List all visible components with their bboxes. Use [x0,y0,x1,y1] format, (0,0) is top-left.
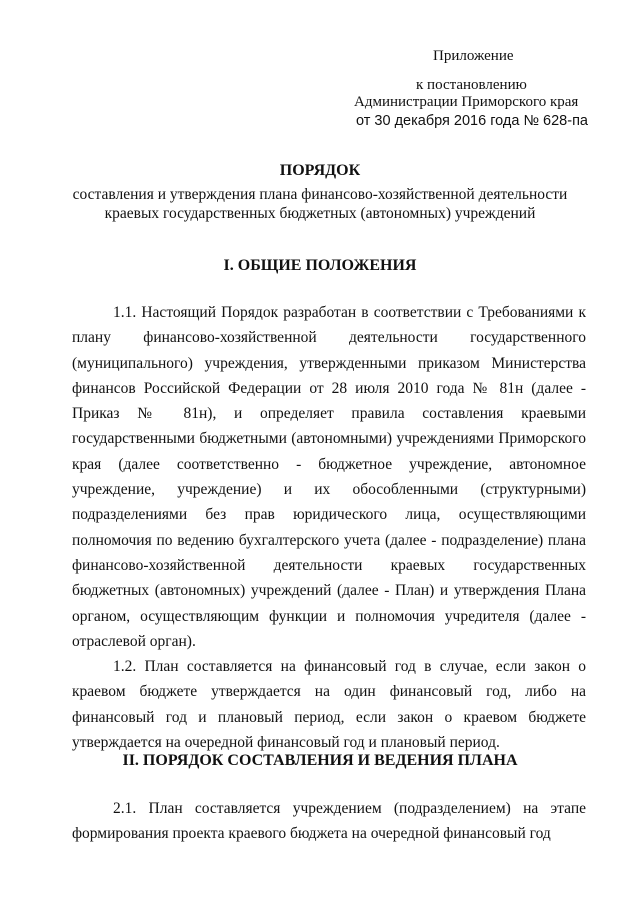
paragraph-1-1: 1.1. Настоящий Порядок разработан в соответствии с Требованиями к плану финансово-хозяйственной деятельности государственного (муниципального) учреждения, утвержденными приказом Министерства финансов Российской Федерации от 28 июля 2010 года № 81н (далее - Приказ № 81н), и определяет правила составления краевыми государственными бюджетными (автономными) учреждениями Приморского края (далее соответственно - бюджетное учреждение, автономное учреждение, учреждение) и их обособленными (структурными) подразделениями без прав юридического лица, осуществляющими полномочия по ведению бухгалтерского учета (далее - подразделение) плана финансово-хозяйственной деятельности краевых государственных бюджетных (автономных) учреждений (далее - План) и утверждения Плана органом, осуществляющим функции и полномочия учредителя (далее - отраслевой орган). [72,304,586,650]
document-title: ПОРЯДОК [279,162,361,179]
paragraph-2-1: 2.1. План составляется учреждением (подразделением) на этапе формирования проекта краевого бюджета на очередной финансовый год [72,800,586,843]
section-1-body [72,300,586,755]
document-subtitle-line2: краевых государственных бюджетных (автономных) учреждений [104,205,536,222]
document-subtitle-line1: составления и утверждения плана финансово-хозяйственной деятельности [72,186,568,203]
administration-label: Администрации Приморского края [354,94,579,110]
appendix-label: Приложение [433,48,514,64]
section-heading-2: II. ПОРЯДОК СОСТАВЛЕНИЯ И ВЕДЕНИЯ ПЛАНА [122,752,518,769]
date-number-stamp: от 30 декабря 2016 года № 628-па [356,113,588,129]
section-2-body [72,796,586,847]
paragraph-1-2: 1.2. План составляется на финансовый год в случае, если закон о краевом бюджете утверждается на один финансовый год, либо на финансовый год и плановый период, если закон о краевом бюджете утверждается на очередной финансовый год и плановый период. [72,658,586,752]
section-heading-1: I. ОБЩИЕ ПОЛОЖЕНИЯ [223,257,417,274]
resolution-label: к постановлению [416,77,527,93]
